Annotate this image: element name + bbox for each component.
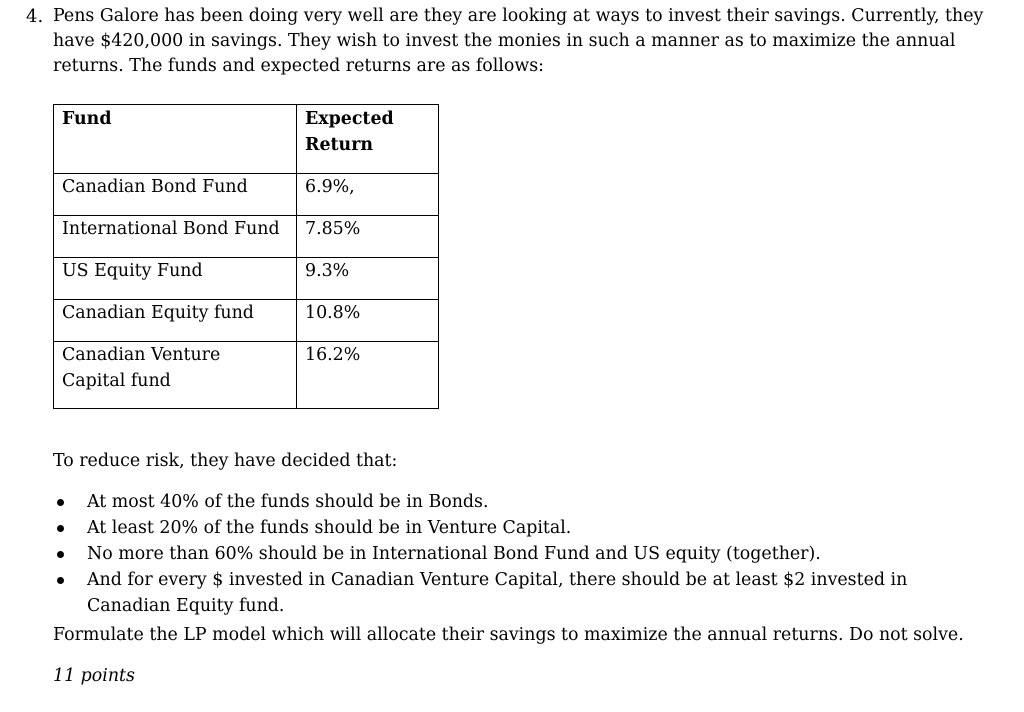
- table-cell-return: 10.8%: [297, 300, 439, 342]
- question-text: Pens Galore has been doing very well are they are looking at ways to invest their savings. Currently, they have $420,000 in savings. They wish to invest the monies in such a manner as to maximize the annual returns. The funds and expected returns are as follows:: [53, 6, 984, 76]
- table-cell-fund: Canadian Equity fund: [54, 300, 297, 342]
- table-header-row: [54, 105, 439, 174]
- table-cell-fund: US Equity Fund: [54, 258, 297, 300]
- table-cell-fund: Canadian Venture Capital fund: [54, 342, 297, 409]
- funds-table: [53, 104, 439, 409]
- list-item: [53, 541, 993, 567]
- table-row: [54, 174, 439, 216]
- table-row: [54, 300, 439, 342]
- risk-rules-list: [53, 489, 993, 619]
- bullet-icon: [57, 577, 64, 584]
- table-row: [54, 342, 439, 409]
- list-item: [53, 515, 993, 541]
- formulate-instruction: Formulate the LP model which will allocate their savings to maximize the annual returns. Do not solve.: [53, 625, 964, 645]
- points-label: 11 points: [53, 666, 135, 686]
- table-cell-return: 7.85%: [297, 216, 439, 258]
- rule-text: And for every $ invested in Canadian Venture Capital, there should be at least $2 invested in Canadian Equity fund.: [87, 570, 908, 616]
- table-cell-fund: International Bond Fund: [54, 216, 297, 258]
- table-cell-return: 16.2%: [297, 342, 439, 409]
- rule-text: At least 20% of the funds should be in Venture Capital.: [87, 518, 572, 538]
- table-cell-fund: Canadian Bond Fund: [54, 174, 297, 216]
- table-row: [54, 216, 439, 258]
- table-cell-return: 6.9%,: [297, 174, 439, 216]
- rule-text: No more than 60% should be in International Bond Fund and US equity (together).: [87, 544, 821, 564]
- table-cell-return: 9.3%: [297, 258, 439, 300]
- question-number: 4.: [26, 6, 44, 27]
- list-item: [53, 489, 993, 515]
- bullet-icon: [57, 525, 64, 532]
- bullet-icon: [57, 499, 64, 506]
- table-row: [54, 258, 439, 300]
- risk-intro: To reduce risk, they have decided that:: [53, 451, 398, 471]
- bullet-icon: [57, 551, 64, 558]
- table-header-expected-return: Expected Return: [297, 105, 439, 174]
- table-header-fund: Fund: [54, 105, 297, 174]
- rule-text: At most 40% of the funds should be in Bonds.: [87, 492, 489, 512]
- list-item: [53, 567, 993, 619]
